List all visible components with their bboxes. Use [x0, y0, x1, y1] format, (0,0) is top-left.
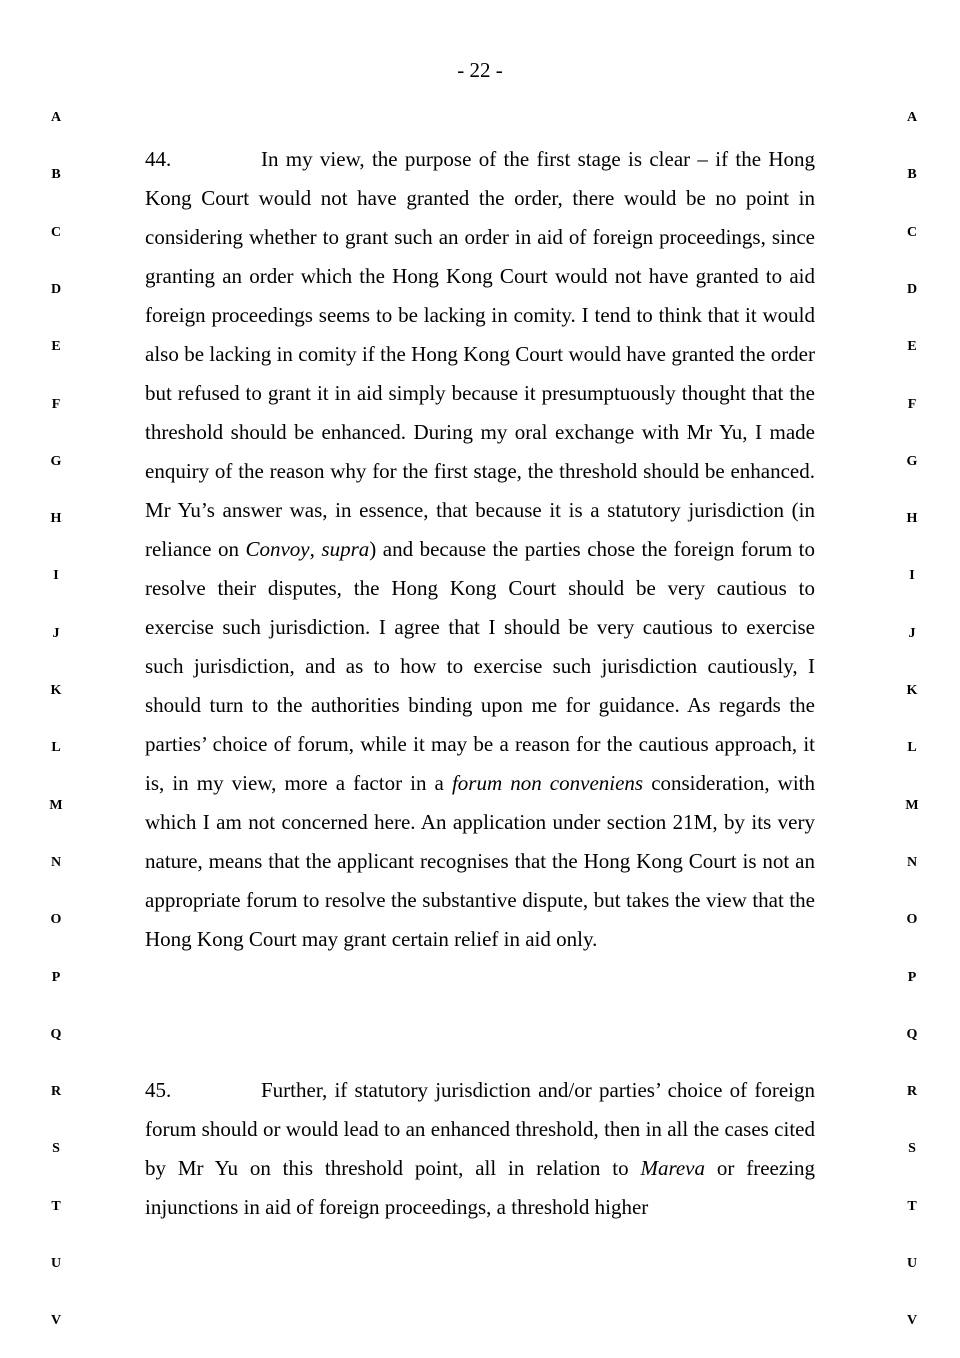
margin-letter-g: G	[50, 453, 62, 469]
margin-letter-e: E	[51, 339, 61, 355]
margin-letter-n: N	[906, 854, 918, 870]
right-margin-letters	[902, 0, 922, 1358]
term-mareva: Mareva	[640, 1156, 705, 1180]
paragraph-body	[145, 1071, 815, 1227]
margin-letter-i: I	[909, 568, 915, 584]
margin-letter-d: D	[50, 281, 62, 297]
margin-letter-j: J	[908, 625, 916, 641]
margin-letter-l: L	[51, 740, 61, 756]
margin-letter-v: V	[50, 1313, 62, 1329]
citation-supra: supra	[321, 537, 370, 561]
margin-letter-u: U	[50, 1256, 62, 1271]
margin-letter-m: M	[49, 797, 63, 813]
text-segment: ,	[309, 537, 322, 561]
page-number: - 22 -	[457, 58, 503, 82]
margin-letter-q: Q	[50, 1026, 62, 1042]
margin-letter-j: J	[52, 625, 60, 641]
paragraph-number: 44.	[145, 147, 172, 171]
margin-letter-c: C	[906, 224, 918, 240]
margin-letter-o: O	[906, 912, 918, 928]
margin-letter-v: V	[906, 1313, 918, 1329]
margin-letter-l: L	[907, 740, 917, 756]
text-segment: In my view, the purpose of the first stage is clear – if the Hong Kong Court would not have granted the order, there would be no point in considering whether to grant such an order in aid of foreign proceedings, since granting an order which the Hong Kong Court would not have granted to aid foreign proceedings seems to be lacking in comity. I tend to think that it would also be lacking in comity if the Hong Kong Court would have granted the order but refused to grant it in aid simply because it presumptuously thought that the threshold should be enhanced. During my oral exchange with Mr Yu, I made enquiry of the reason why for the first stage, the threshold should be enhanced. Mr Yu’s answer was, in essence, that because it is a statutory jurisdiction (in reliance on	[145, 147, 815, 561]
margin-letter-b: B	[907, 167, 917, 183]
text-segment: ) and because the parties chose the foreign forum to resolve their disputes, the Hong Kong Court should be very cautious to exercise such jurisdiction. I agree that I should be very cautious to exercise such jurisdiction, and as to how to exercise such jurisdiction cautiously, I should turn to the authorities binding upon me for guidance. As regards the parties’ choice of forum, while it may be a reason for the cautious approach, it is, in my view, more a factor in a	[145, 537, 815, 795]
margin-letter-m: M	[905, 797, 919, 813]
margin-letter-e: E	[907, 339, 917, 355]
margin-letter-i: I	[53, 568, 59, 584]
margin-letter-h: H	[906, 511, 918, 527]
margin-letter-u: U	[906, 1256, 918, 1271]
margin-letter-p: P	[907, 969, 917, 985]
margin-letter-p: P	[51, 969, 61, 985]
margin-letter-f: F	[907, 396, 917, 412]
text-segment: or freezing injunctions in aid of foreign proceedings, a threshold higher	[145, 1156, 816, 1219]
term-forum-non-conveniens: forum non conveniens	[451, 771, 644, 795]
text-segment: Further, if statutory jurisdiction and/or parties’ choice of foreign forum should or would lead to an enhanced threshold, then in all the cases cited by Mr Yu on this threshold point, all in relation to	[145, 1078, 815, 1180]
margin-letter-h: H	[50, 511, 62, 527]
margin-letter-o: O	[50, 912, 62, 928]
margin-letter-a: A	[906, 110, 918, 125]
margin-letter-d: D	[906, 281, 918, 297]
margin-letter-f: F	[51, 396, 61, 412]
text-segment: consideration, with which I am not concerned here. An application under section 21M, by its very nature, means that the applicant recognises that the Hong Kong Court is not an appropriate forum to resolve the substantive dispute, but takes the view that the Hong Kong Court may grant certain relief in aid only.	[145, 771, 815, 951]
margin-letter-k: K	[50, 683, 62, 698]
margin-letter-q: Q	[906, 1026, 918, 1042]
margin-letter-r: R	[906, 1084, 918, 1100]
margin-letter-k: K	[906, 683, 918, 698]
paragraph-body	[145, 140, 815, 959]
margin-letter-g: G	[906, 453, 918, 469]
paragraph-45	[145, 1071, 815, 1227]
margin-letter-c: C	[50, 224, 62, 240]
margin-letter-t: T	[51, 1198, 61, 1214]
margin-letter-b: B	[51, 167, 61, 183]
margin-letter-s: S	[52, 1141, 60, 1157]
margin-letter-r: R	[50, 1084, 62, 1100]
left-margin-letters	[46, 0, 66, 1358]
margin-letter-t: T	[907, 1198, 917, 1214]
paragraph-44	[145, 140, 815, 959]
case-name-convoy: Convoy	[245, 537, 310, 561]
margin-letter-a: A	[50, 110, 62, 125]
paragraph-number: 45.	[145, 1078, 172, 1102]
margin-letter-n: N	[50, 854, 62, 870]
margin-letter-s: S	[908, 1141, 916, 1157]
